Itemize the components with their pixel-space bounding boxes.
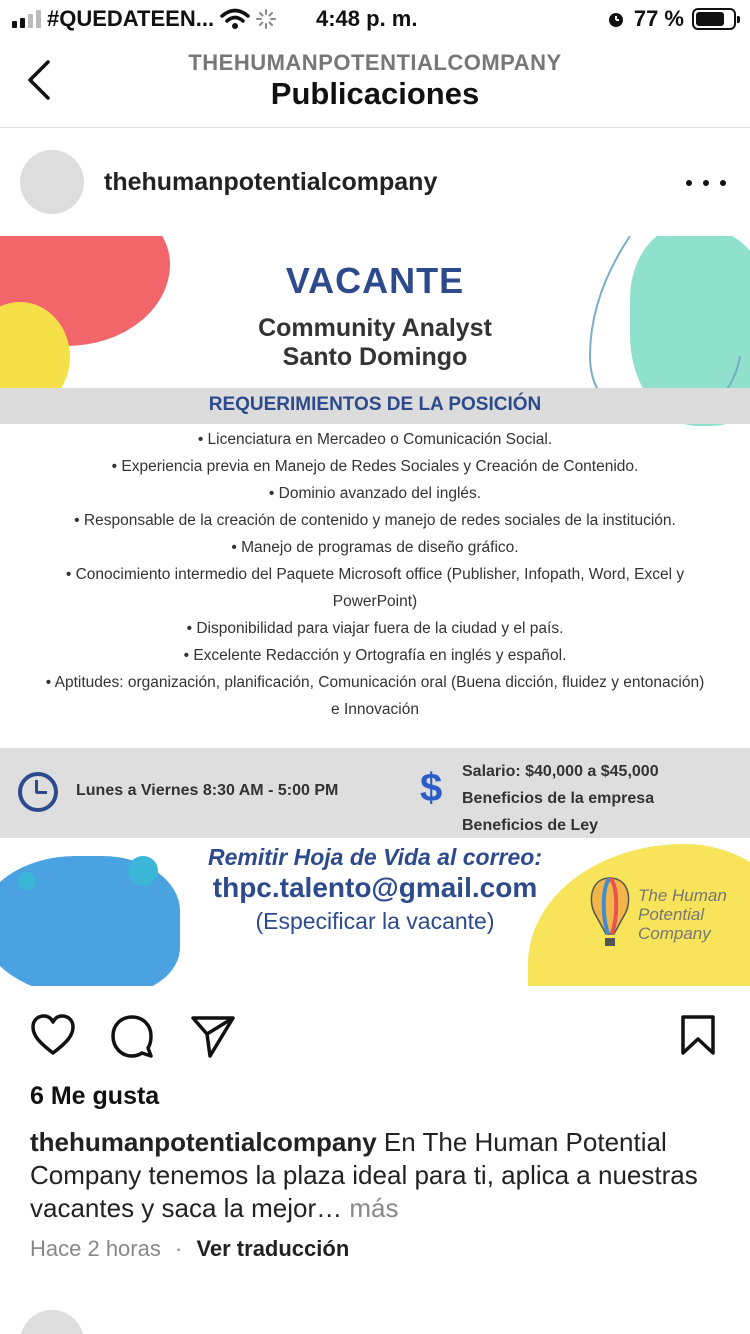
salary-line: Salario: $40,000 a $45,000 [462,763,659,780]
caption-more-link[interactable]: más [342,1193,399,1223]
requirements-title: REQUERIMIENTOS DE LA POSICIÓN [208,394,542,415]
requirement-item: • Dominio avanzado del inglés. [268,485,482,502]
post-image[interactable] [0,236,750,986]
nav-header [0,40,750,128]
status-time: 4:48 p. m. [316,6,418,31]
salary-line: Beneficios de la empresa [462,790,655,807]
carrier-label: #QUEDATEEN... [47,6,215,31]
post-meta [30,1236,349,1262]
share-send-icon[interactable] [190,1014,236,1058]
schedule-hours: Lunes a Viernes 8:30 AM - 5:00 PM [76,782,339,799]
logo-line: Company [638,924,711,943]
requirement-item: • Manejo de programas de diseño gráfico. [231,539,519,556]
status-right [606,6,736,32]
company-logo-text [638,886,727,943]
clock-icon [18,772,58,812]
remit-text: Remitir Hoja de Vida al correo: [207,844,543,870]
page-title: Publicaciones [270,76,480,111]
flyer-heading: VACANTE [285,260,465,301]
flyer-role [0,314,750,372]
caption-username[interactable]: thehumanpotentialcompany [30,1127,377,1157]
avatar[interactable] [20,150,84,214]
likes-count[interactable]: 6 Me gusta [30,1082,160,1110]
logo-line: Potential [638,905,705,924]
battery-icon [692,8,736,30]
more-options-button[interactable] [686,168,726,198]
logo-line: The Human [638,886,727,905]
status-left [12,6,276,32]
comment-icon[interactable] [110,1014,154,1058]
caption-text: En The Human Potential Company tenemos la plaza ideal para ti, aplica a nuestras vacantes y saca la mejor… [30,1127,698,1223]
post-actions [0,986,750,1082]
flyer-role-line2: Santo Domingo [282,343,468,371]
post-time: Hace 2 horas [30,1236,161,1261]
dollar-icon: $ [420,766,443,810]
loading-spinner-icon [256,9,276,29]
wifi-icon [220,8,250,30]
salary-info [462,758,659,839]
next-post-avatar[interactable] [20,1310,84,1334]
post-username[interactable]: thehumanpotentialcompany [104,168,438,196]
status-bar [0,0,750,40]
requirement-item: • Disponibilidad para viajar fuera de la ciudad y el país. [186,620,564,637]
translate-link[interactable]: Ver traducción [196,1236,350,1261]
account-name: THEHUMANPOTENTIALCOMPANY [188,50,562,75]
like-heart-icon[interactable] [30,1014,76,1056]
battery-percent: 77 % [633,6,684,31]
requirement-item: • Experiencia previa en Manejo de Redes Sociales y Creación de Contenido. [111,458,639,475]
requirement-item: • Licenciatura en Mercadeo o Comunicación Social. [197,431,553,448]
schedule-band [0,748,750,838]
requirements-list [40,426,710,723]
salary-line: Beneficios de Ley [462,817,599,834]
alarm-icon [606,9,626,29]
balloon-logo-icon [586,876,634,956]
specify-note: (Especificar la vacante) [255,908,495,934]
flyer-role-line1: Community Analyst [258,314,492,342]
requirement-item: • Excelente Redacción y Ortografía en inglés y español. [183,647,567,664]
cell-signal-icon [12,10,41,28]
requirement-item: • Conocimiento intermedio del Paquete Microsoft office (Publisher, Infopath, Word, Excel y PowerPoint) [65,566,685,610]
requirement-item: • Responsable de la creación de contenido y manejo de redes sociales de la institución. [74,512,676,529]
meta-separator: · [174,1236,183,1261]
contact-email: thpc.talento@gmail.com [212,872,538,903]
requirement-item: • Aptitudes: organización, planificación, Comunicación oral (Buena dicción, fluidez y entonación) e Innovación [45,674,705,718]
post-header [0,128,750,236]
post-caption [30,1126,720,1225]
bookmark-icon[interactable] [680,1014,716,1056]
